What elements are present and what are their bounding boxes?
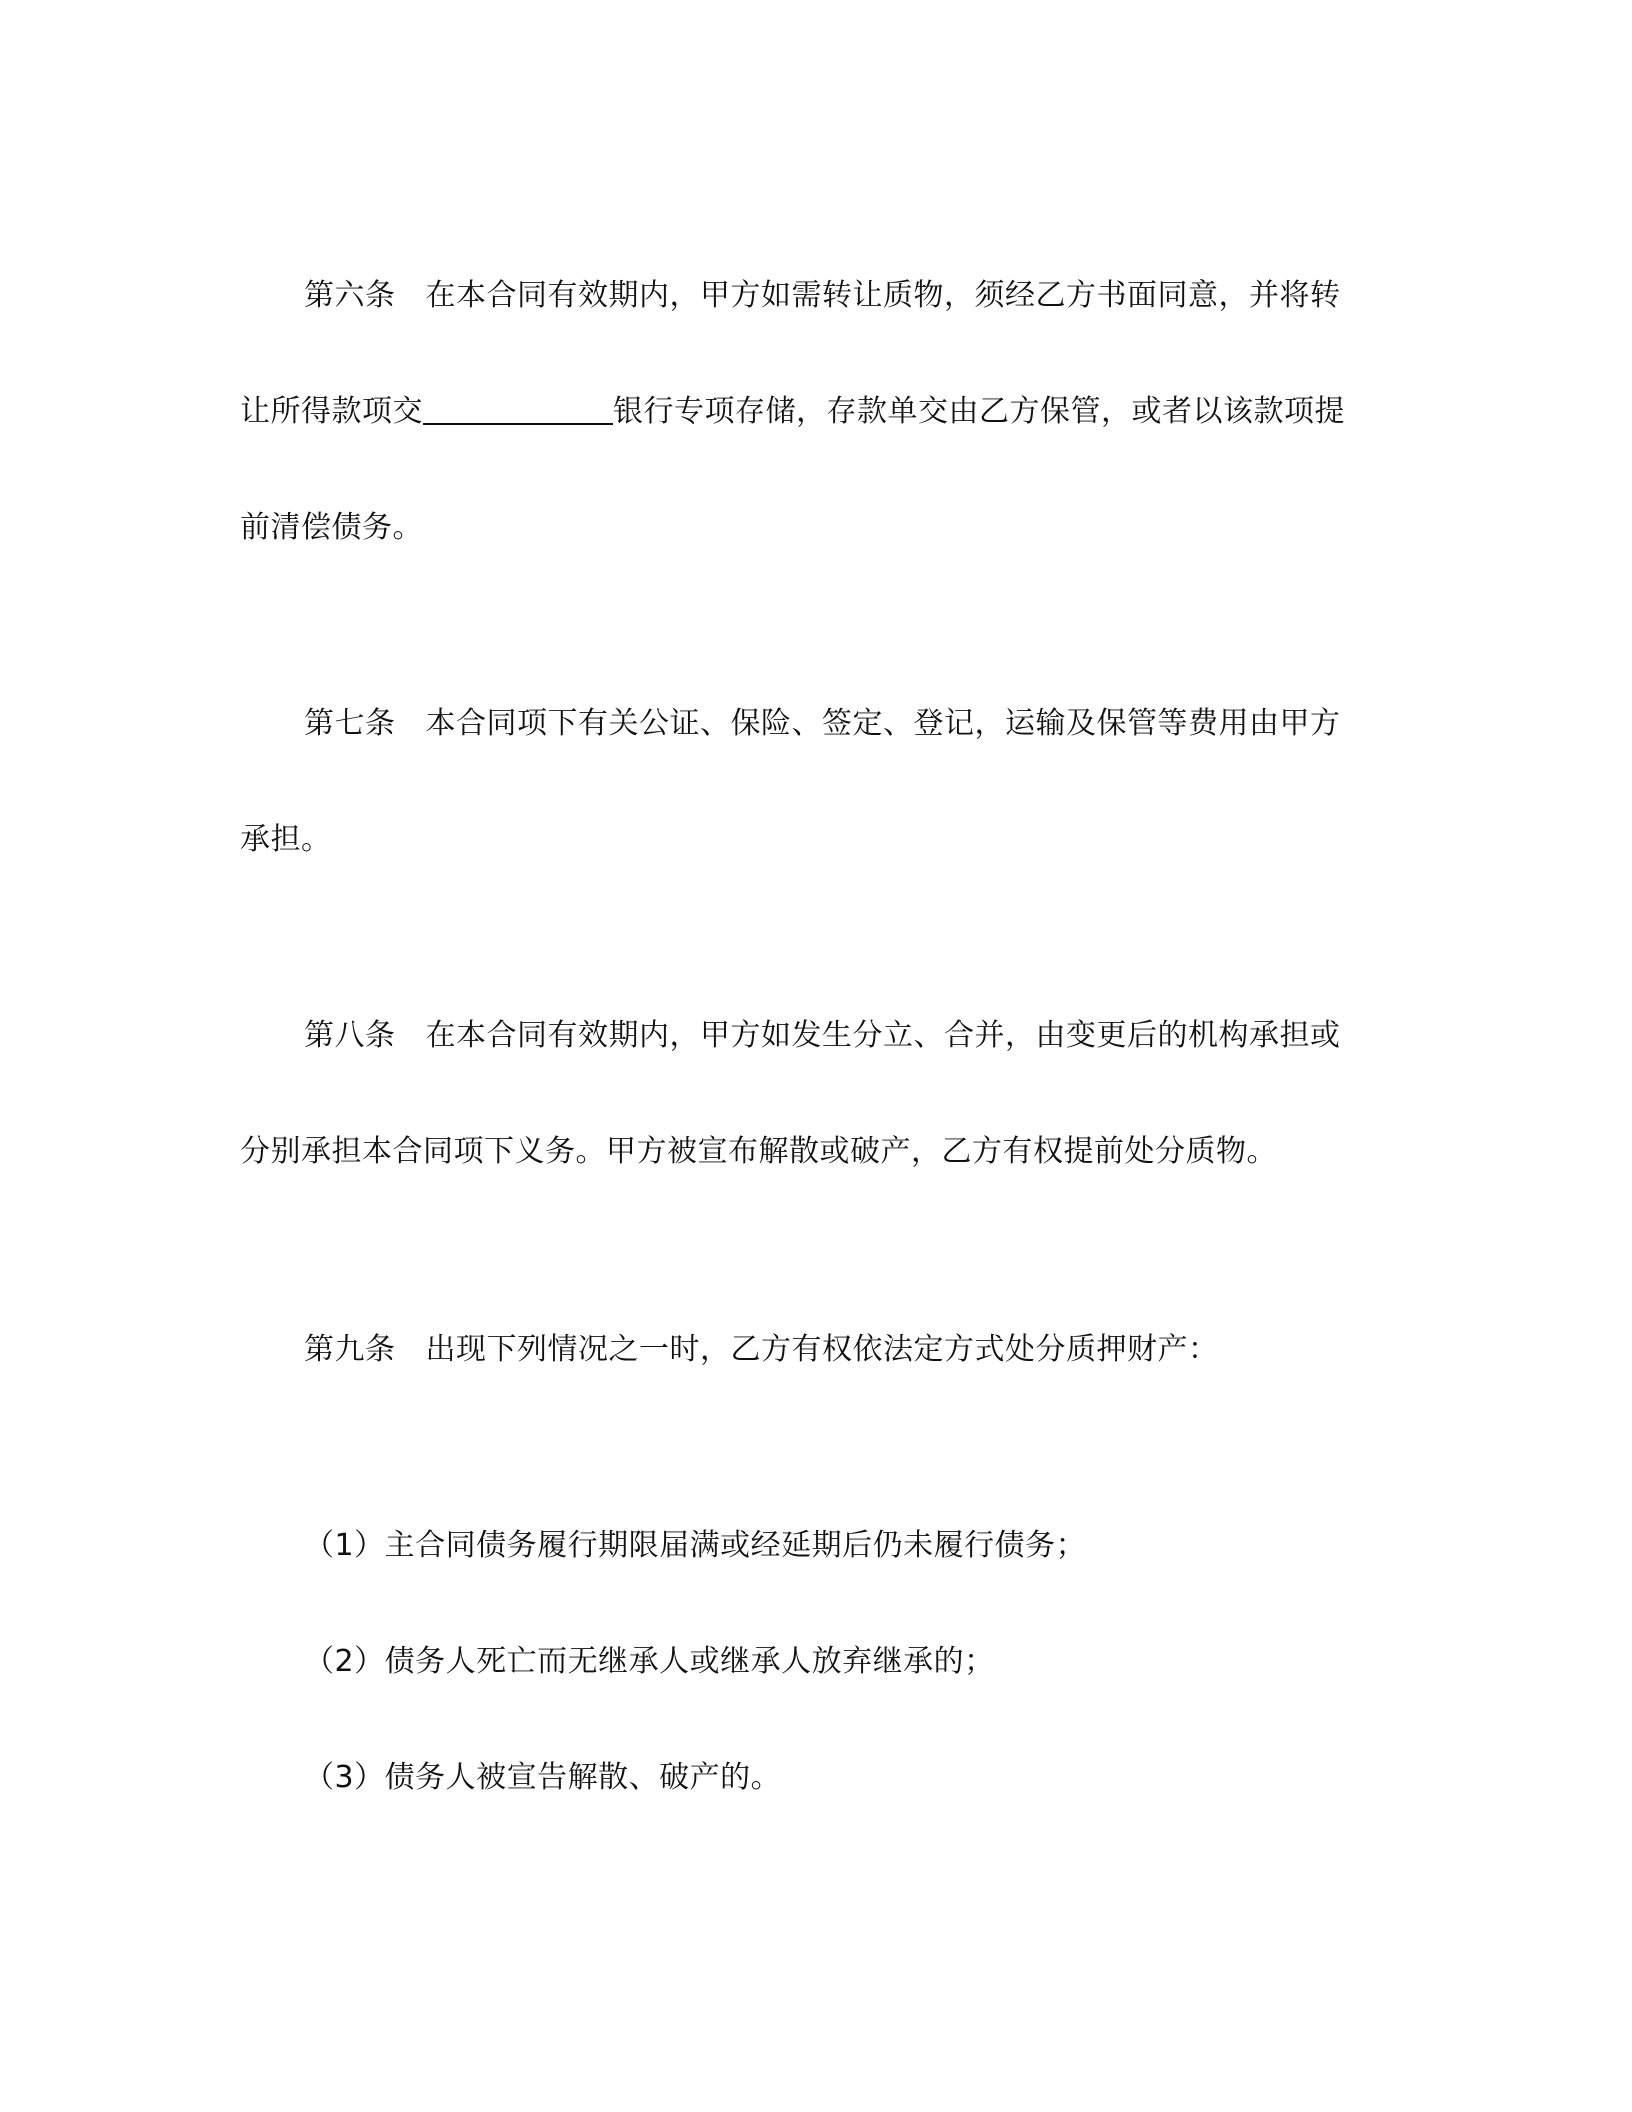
article-6-text: 在本合同有效期内，甲方如需转让质物，须经乙方书面同意，并将转	[425, 278, 1341, 313]
bank-name-blank	[423, 393, 613, 425]
list-item: （3）债务人被宣告解散、破产的。	[304, 1760, 782, 1795]
list-item: （1）主合同债务履行期限届满或经延期后仍未履行债务；	[304, 1528, 1087, 1563]
article-6-text-after-blank: 银行专项存储，存款单交由乙方保管，或者以该款项提	[613, 394, 1345, 429]
article-7-line-1	[304, 704, 1341, 744]
article-6-line-2	[240, 392, 1345, 432]
article-8-heading: 第八条	[304, 1018, 396, 1053]
article-6-line-3: 前清偿债务。	[240, 510, 423, 545]
list-item: （2）债务人死亡而无继承人或继承人放弃继承的；	[304, 1644, 995, 1679]
article-8-line-2: 分别承担本合同项下义务。甲方被宣布解散或破产，乙方有权提前处分质物。	[240, 1134, 1277, 1169]
article-9-line-1	[304, 1330, 1219, 1370]
article-6-text-before-blank: 让所得款项交	[240, 394, 423, 429]
article-6-heading: 第六条	[304, 278, 396, 313]
article-6-line-1	[304, 276, 1341, 316]
article-8-text: 在本合同有效期内，甲方如发生分立、合并，由变更后的机构承担或	[425, 1018, 1341, 1053]
article-9-text: 出现下列情况之一时，乙方有权依法定方式处分质押财产：	[425, 1332, 1219, 1367]
article-7-text: 本合同项下有关公证、保险、签定、登记，运输及保管等费用由甲方	[425, 706, 1341, 741]
article-7-line-2: 承担。	[240, 822, 332, 857]
article-8-line-1	[304, 1016, 1341, 1056]
article-9-heading: 第九条	[304, 1332, 396, 1367]
article-7-heading: 第七条	[304, 706, 396, 741]
